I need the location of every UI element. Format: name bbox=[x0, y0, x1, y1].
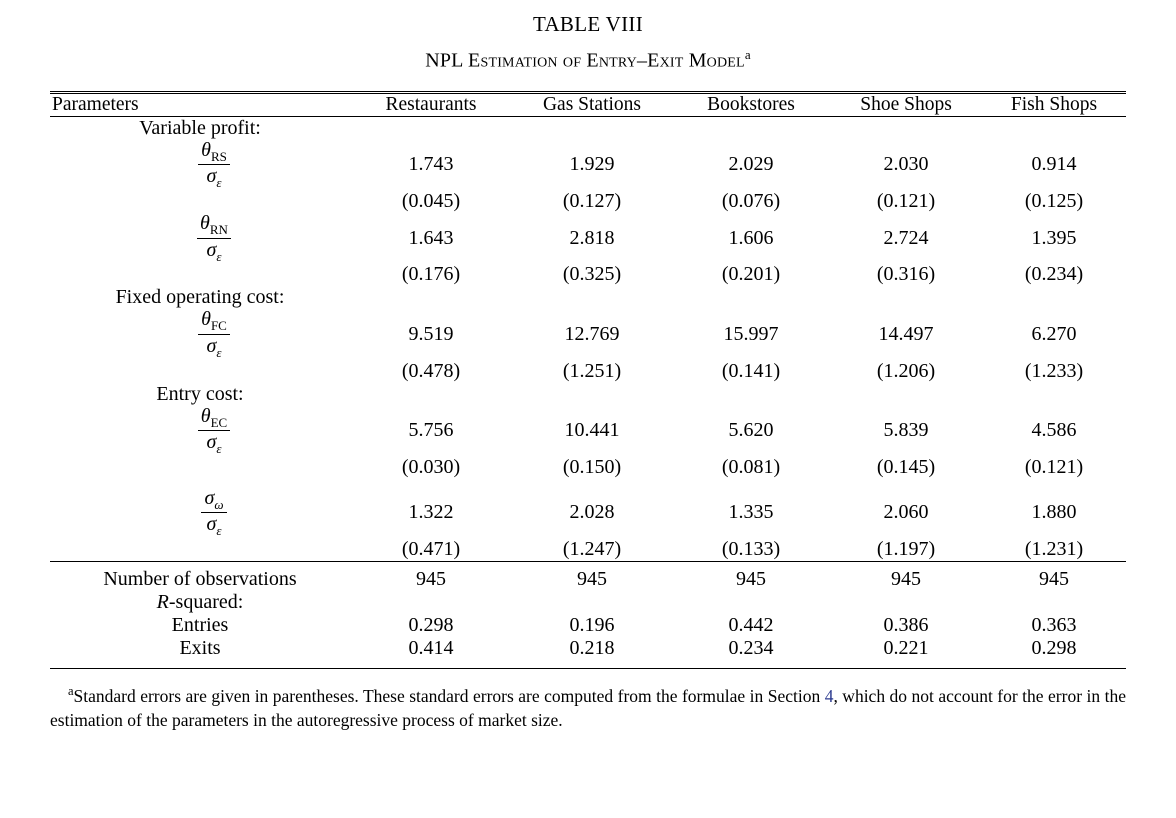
cell-value: 15.997 bbox=[723, 322, 779, 345]
cell-std-error: (0.316) bbox=[876, 263, 936, 286]
cell-std-error: (0.127) bbox=[562, 189, 622, 212]
cell-value: 0.298 bbox=[408, 614, 454, 637]
cell-value: 9.519 bbox=[408, 322, 454, 345]
section-header-row bbox=[50, 591, 1126, 614]
table-row bbox=[50, 406, 1126, 456]
fraction-numerator: $\sigma_\omega$ bbox=[201, 488, 226, 514]
cell-std-error: (1.231) bbox=[1024, 538, 1084, 561]
col-header-shoe-shops: Shoe Shops bbox=[860, 93, 952, 115]
cell-std-error: (0.150) bbox=[562, 455, 622, 478]
table-bottom-rule bbox=[50, 668, 1126, 669]
cell-value: 14.497 bbox=[878, 322, 934, 345]
fraction bbox=[198, 140, 230, 190]
cell-std-error: (0.234) bbox=[1024, 263, 1084, 286]
cell-value: 2.028 bbox=[569, 501, 615, 524]
param-theta-rn-over-sigma bbox=[50, 213, 350, 263]
table-row-std-errors bbox=[50, 360, 1126, 383]
cell-value: 945 bbox=[891, 568, 921, 591]
section-label-r-squared: R-squared: bbox=[156, 591, 244, 614]
cell-value: 2.818 bbox=[569, 226, 615, 249]
table-row-std-errors bbox=[50, 190, 1126, 213]
cell-value: 0.386 bbox=[883, 614, 929, 637]
cell-std-error: (1.233) bbox=[1024, 359, 1084, 382]
footnote-text-before-link: Standard errors are given in parentheses. These standard errors are computed from the formulae in Section bbox=[73, 685, 825, 706]
table-row bbox=[50, 637, 1126, 668]
cell-value: 2.060 bbox=[883, 501, 929, 524]
param-theta-ec-over-sigma bbox=[50, 406, 350, 456]
cell-value: 2.030 bbox=[883, 153, 929, 176]
fraction-denominator: $\sigma_\varepsilon$ bbox=[206, 165, 222, 191]
caption-footnote-mark: a bbox=[744, 47, 751, 62]
table-caption-text: NPL Estimation of Entry–Exit Model bbox=[425, 49, 745, 72]
table-row bbox=[50, 309, 1126, 359]
section-label-variable-profit: Variable profit: bbox=[139, 116, 261, 139]
cell-value: 0.234 bbox=[728, 637, 774, 660]
table-row-std-errors bbox=[50, 263, 1126, 286]
cell-value: 1.335 bbox=[728, 501, 774, 524]
cell-value: 0.442 bbox=[728, 614, 774, 637]
cell-value: 1.643 bbox=[408, 226, 454, 249]
cell-std-error: (1.247) bbox=[562, 538, 622, 561]
cell-value: 1.743 bbox=[408, 153, 454, 176]
table-row bbox=[50, 140, 1126, 190]
table-row-observations bbox=[50, 562, 1126, 591]
label-number-of-observations: Number of observations bbox=[103, 568, 297, 591]
fraction-numerator: $\theta_{RS}$ bbox=[198, 140, 230, 166]
cell-std-error: (0.141) bbox=[721, 359, 781, 382]
fraction bbox=[201, 488, 226, 538]
table-row-std-errors bbox=[50, 538, 1126, 562]
cell-value: 10.441 bbox=[564, 419, 620, 442]
cell-value: 2.029 bbox=[728, 153, 774, 176]
table-row bbox=[50, 488, 1126, 538]
fraction-numerator: $\theta_{EC}$ bbox=[198, 406, 230, 432]
cell-value: 0.914 bbox=[1031, 153, 1077, 176]
fraction bbox=[197, 213, 231, 263]
table-caption bbox=[30, 47, 1146, 73]
col-header-fish-shops: Fish Shops bbox=[1010, 93, 1098, 115]
cell-std-error: (1.206) bbox=[876, 359, 936, 382]
fraction-numerator: $\theta_{RN}$ bbox=[197, 213, 231, 239]
cell-value: 1.395 bbox=[1031, 226, 1077, 249]
table-footnote bbox=[50, 683, 1126, 732]
footnote-section-link[interactable]: 4 bbox=[824, 685, 834, 706]
cell-std-error: (0.045) bbox=[401, 189, 461, 212]
cell-std-error: (0.471) bbox=[401, 538, 461, 561]
label-entries: Entries bbox=[171, 614, 229, 637]
cell-std-error: (0.133) bbox=[721, 538, 781, 561]
cell-value: 0.218 bbox=[569, 637, 615, 660]
fraction-denominator: $\sigma_\varepsilon$ bbox=[206, 334, 222, 360]
cell-value: 945 bbox=[416, 568, 446, 591]
cell-std-error: (0.478) bbox=[401, 359, 461, 382]
cell-std-error: (0.201) bbox=[721, 263, 781, 286]
cell-value: 1.322 bbox=[408, 501, 454, 524]
section-label-fixed-operating-cost: Fixed operating cost: bbox=[115, 286, 285, 309]
param-theta-fc-over-sigma bbox=[50, 309, 350, 359]
results-table bbox=[50, 91, 1126, 668]
footnote-mark: a bbox=[67, 684, 74, 699]
cell-value: 0.363 bbox=[1031, 614, 1077, 637]
cell-std-error: (1.197) bbox=[876, 538, 936, 561]
cell-value: 12.769 bbox=[564, 322, 620, 345]
cell-value: 5.620 bbox=[728, 419, 774, 442]
cell-value: 0.221 bbox=[883, 637, 929, 660]
section-header-row bbox=[50, 117, 1126, 140]
cell-value: 5.756 bbox=[408, 419, 454, 442]
cell-value: 1.606 bbox=[728, 226, 774, 249]
fraction-denominator: $\sigma_\varepsilon$ bbox=[206, 238, 222, 264]
cell-value: 4.586 bbox=[1031, 419, 1077, 442]
fraction-denominator: $\sigma_\varepsilon$ bbox=[206, 431, 222, 457]
label-exits: Exits bbox=[179, 637, 221, 660]
section-header-row bbox=[50, 286, 1126, 309]
table-number: TABLE VIII bbox=[533, 12, 643, 36]
cell-value: 945 bbox=[736, 568, 766, 591]
cell-value: 6.270 bbox=[1031, 322, 1077, 345]
table-row bbox=[50, 614, 1126, 637]
col-header-parameters: Parameters bbox=[52, 93, 139, 115]
footnote-text-after-link: , which do not account for the error in the estimation of the parameters in the autoregressive process of market size. bbox=[50, 685, 1126, 731]
cell-std-error: (1.251) bbox=[562, 359, 622, 382]
table-header-row bbox=[50, 94, 1126, 117]
fraction-denominator: $\sigma_\varepsilon$ bbox=[206, 513, 222, 539]
section-header-row bbox=[50, 383, 1126, 406]
cell-std-error: (0.030) bbox=[401, 455, 461, 478]
fraction bbox=[198, 309, 230, 359]
fraction-numerator: $\theta_{FC}$ bbox=[198, 309, 230, 335]
cell-value: 945 bbox=[577, 568, 607, 591]
col-header-restaurants: Restaurants bbox=[385, 93, 477, 115]
cell-std-error: (0.125) bbox=[1024, 189, 1084, 212]
fraction bbox=[198, 406, 230, 456]
table-row bbox=[50, 213, 1126, 263]
table-row-std-errors bbox=[50, 456, 1126, 479]
cell-std-error: (0.325) bbox=[562, 263, 622, 286]
cell-value: 1.929 bbox=[569, 153, 615, 176]
cell-std-error: (0.121) bbox=[876, 189, 936, 212]
col-header-gas-stations: Gas Stations bbox=[542, 93, 642, 115]
col-header-bookstores: Bookstores bbox=[707, 93, 795, 115]
cell-std-error: (0.121) bbox=[1024, 455, 1084, 478]
cell-value: 0.414 bbox=[408, 637, 454, 660]
cell-value: 945 bbox=[1039, 568, 1069, 591]
cell-std-error: (0.076) bbox=[721, 189, 781, 212]
cell-std-error: (0.176) bbox=[401, 263, 461, 286]
param-theta-rs-over-sigma bbox=[50, 140, 350, 190]
cell-value: 1.880 bbox=[1031, 501, 1077, 524]
cell-value: 0.196 bbox=[569, 614, 615, 637]
cell-std-error: (0.081) bbox=[721, 455, 781, 478]
cell-value: 2.724 bbox=[883, 226, 929, 249]
cell-value: 0.298 bbox=[1031, 637, 1077, 660]
section-label-entry-cost: Entry cost: bbox=[156, 382, 244, 405]
param-sigma-omega-over-sigma bbox=[50, 488, 350, 538]
cell-value: 5.839 bbox=[883, 419, 929, 442]
cell-std-error: (0.145) bbox=[876, 455, 936, 478]
